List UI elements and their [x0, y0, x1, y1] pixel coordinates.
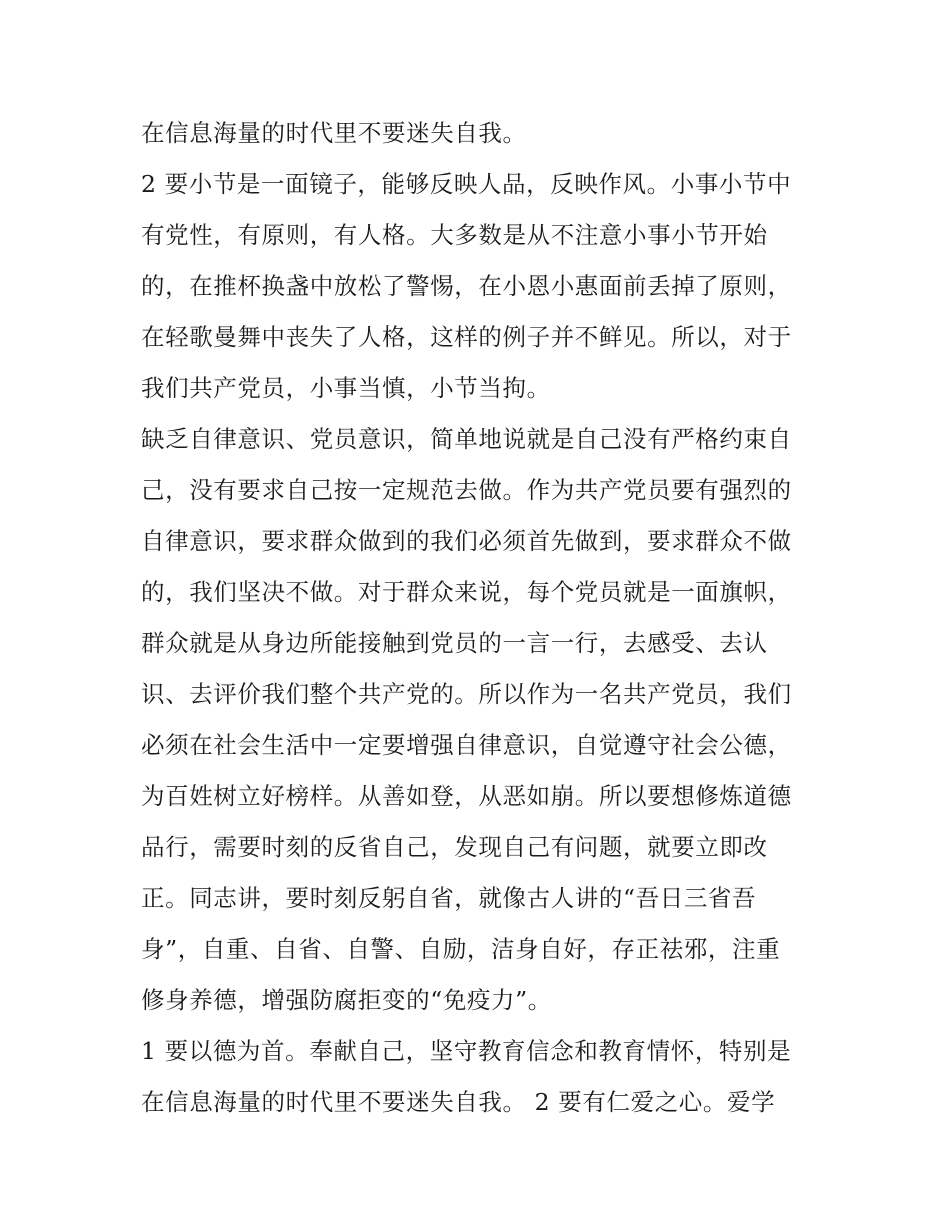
text-line: 识、去评价我们整个共产党的。所以作为一名共产党员，我们 [141, 680, 792, 708]
text-line: 在信息海量的时代里不要迷失自我。 2 要有仁爱之心。爱学 [141, 1088, 776, 1116]
text-line: 在信息海量的时代里不要迷失自我。 [141, 119, 527, 147]
text-line: 修身养德，增强防腐拒变的“免疫力”。 [141, 986, 552, 1014]
text-line: 自律意识，要求群众做到的我们必须首先做到，要求群众不做 [141, 527, 792, 555]
text-line: 2 要小节是一面镜子，能够反映人品，反映作风。小事小节中 [141, 170, 792, 198]
text-line: 的，我们坚决不做。对于群众来说，每个党员就是一面旗帜， [141, 578, 792, 606]
text-line: 群众就是从身边所能接触到党员的一言一行，去感受、去认 [141, 629, 768, 657]
text-line: 我们共产党员，小事当慎，小节当拘。 [141, 374, 551, 402]
text-line: 在轻歌曼舞中丧失了人格，这样的例子并不鲜见。所以，对于 [141, 323, 792, 351]
text-line: 己，没有要求自己按一定规范去做。作为共产党员要有强烈的 [141, 476, 792, 504]
text-line: 的，在推杯换盏中放松了警惕，在小恩小惠面前丢掉了原则， [141, 272, 792, 300]
text-line: 品行，需要时刻的反省自己，发现自己有问题，就要立即改 [141, 833, 768, 861]
text-line: 必须在社会生活中一定要增强自律意识，自觉遵守社会公德， [141, 731, 792, 759]
body-text [141, 108, 821, 1128]
text-line: 缺乏自律意识、党员意识，简单地说就是自己没有严格约束自 [141, 425, 792, 453]
text-line: 为百姓树立好榜样。从善如登，从恶如崩。所以要想修炼道德 [141, 782, 792, 810]
text-line: 1 要以德为首。奉献自己，坚守教育信念和教育情怀，特别是 [141, 1037, 792, 1065]
text-line: 正。同志讲，要时刻反躬自省，就像古人讲的“吾日三省吾 [141, 884, 757, 912]
text-line: 有党性，有原则，有人格。大多数是从不注意小事小节开始 [141, 221, 768, 249]
text-line: 身”，自重、自省、自警、自励，洁身自好，存正祛邪，注重 [141, 935, 781, 963]
